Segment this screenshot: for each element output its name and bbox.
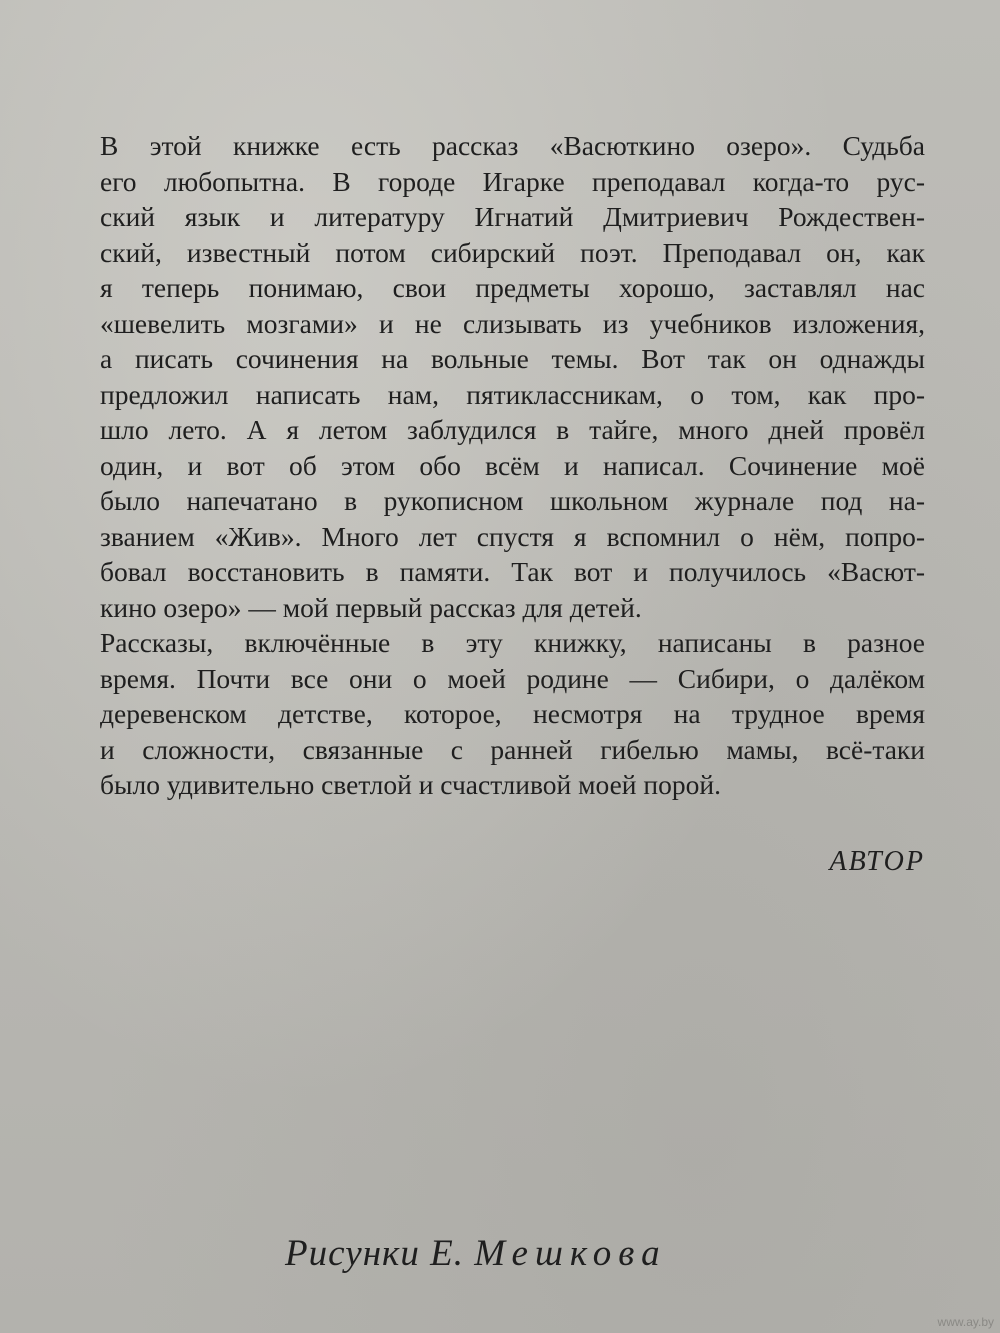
text-line: кино озеро» — мой первый рассказ для детей. <box>100 591 642 623</box>
author-signature: АВТОР <box>829 846 925 877</box>
text-line: шло лето. А я летом заблудился в тайге, много дней провёл <box>100 414 925 445</box>
preface-text <box>100 128 925 803</box>
illustrator-name: Мешкова <box>474 1233 667 1274</box>
text-line: а писать сочинения на вольные темы. Вот так он однажды <box>100 343 925 374</box>
text-line: званием «Жив». Много лет спустя я вспомнил о нём, попро- <box>100 520 925 552</box>
text-line: бовал восстановить в памяти. Так вот и получилось «Васют- <box>100 556 925 587</box>
text-line: его любопытна. В городе Игарке преподавал когда-то рус- <box>100 165 925 197</box>
text-line: я теперь понимаю, свои предметы хорошо, заставлял нас <box>100 272 925 303</box>
text-line: время. Почти все они о моей родине — Сибири, о далёком <box>100 662 925 694</box>
text-line: В этой книжке есть рассказ «Васюткино озеро». Судьба <box>100 130 925 161</box>
text-line: «шевелить мозгами» и не слизывать из учебников изложения, <box>100 307 925 339</box>
paragraph-2 <box>100 625 925 803</box>
text-line: Рассказы, включённые в эту книжку, написаны в разное <box>100 627 925 658</box>
paragraph-1 <box>100 128 925 625</box>
text-line: и сложности, связанные с ранней гибелью мамы, всё-таки <box>100 733 925 765</box>
text-line: предложил написать нам, пятиклассникам, о том, как про- <box>100 378 925 410</box>
text-line: деревенском детстве, которое, несмотря на трудное время <box>100 698 925 729</box>
credit-prefix: Рисунки Е. <box>285 1233 475 1274</box>
text-line: один, и вот об этом обо всём и написал. Сочинение моё <box>100 449 925 481</box>
text-line: ский, известный потом сибирский поэт. Преподавал он, как <box>100 236 925 268</box>
text-line: было напечатано в рукописном школьном журнале под на- <box>100 485 925 516</box>
text-line: было удивительно светлой и счастливой моей порой. <box>100 769 721 800</box>
illustrations-credit <box>285 1232 667 1275</box>
text-line: ский язык и литературу Игнатий Дмитриевич Рождествен- <box>100 201 925 232</box>
watermark: www.ay.by <box>937 1315 994 1329</box>
